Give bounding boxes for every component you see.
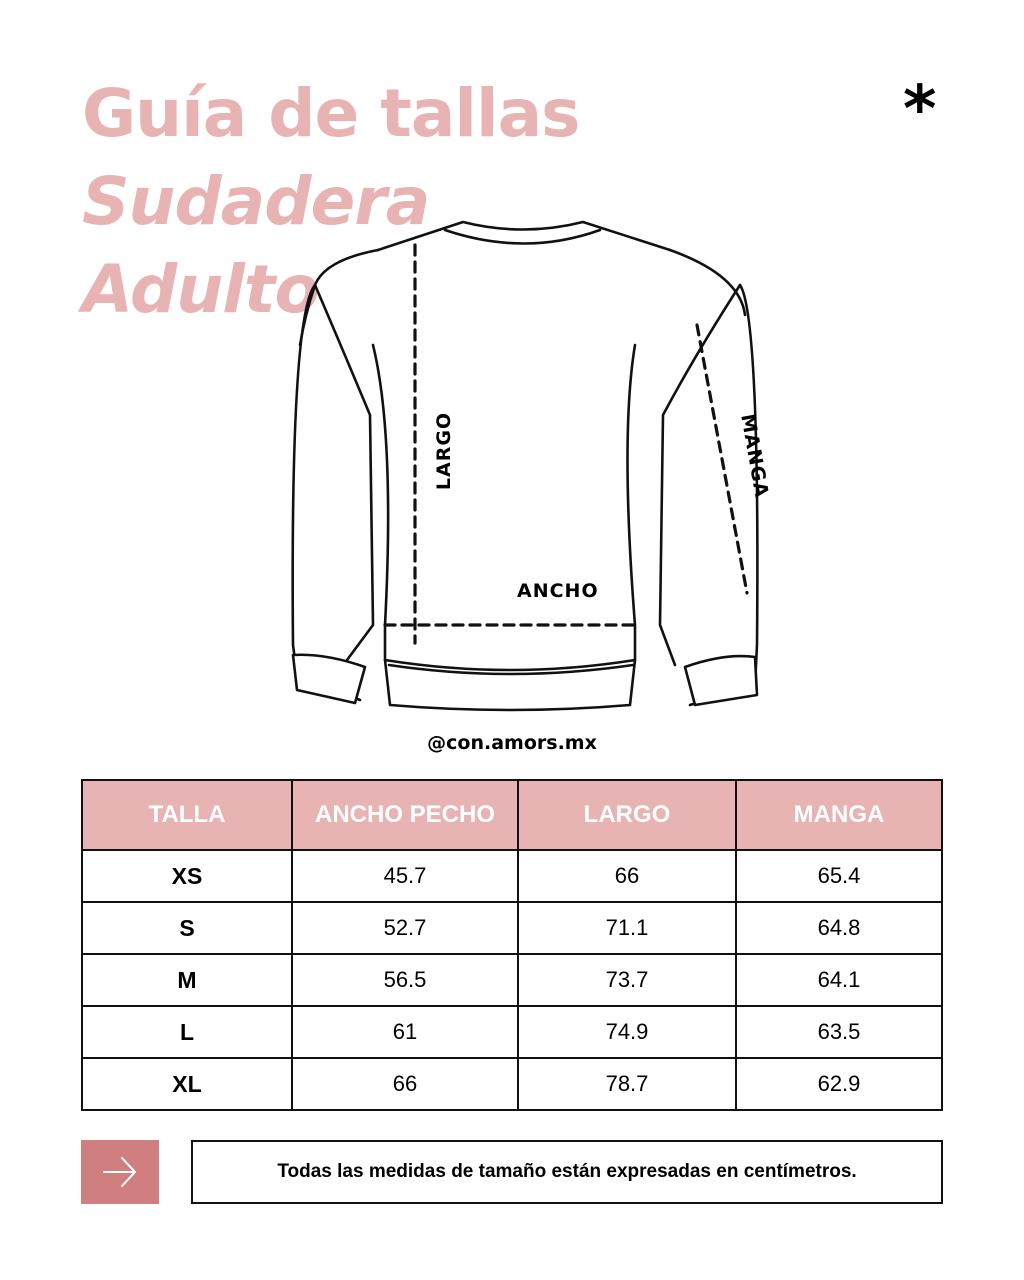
cell-ancho-pecho: 52.7: [292, 902, 518, 954]
collar-outer: [378, 222, 670, 250]
right-cuff: [685, 656, 757, 705]
cell-largo: 74.9: [518, 1006, 736, 1058]
table-row: [82, 954, 942, 1006]
column-header-manga: MANGA: [736, 780, 942, 850]
collar-inner: [445, 230, 600, 244]
table-row: [82, 902, 942, 954]
size-table: [81, 779, 943, 1111]
arrow-box: [81, 1140, 159, 1204]
body-right: [670, 250, 745, 315]
table-row: [82, 1006, 942, 1058]
cell-ancho-pecho: 45.7: [292, 850, 518, 902]
cell-ancho-pecho: 66: [292, 1058, 518, 1110]
cell-largo: 73.7: [518, 954, 736, 1006]
title-line-2: Sudadera: [82, 163, 430, 240]
title-line-1: Guía de tallas: [82, 75, 580, 152]
body-side-right: [628, 345, 636, 660]
body-left: [300, 250, 378, 345]
cell-talla: XL: [82, 1058, 292, 1110]
manga-dashed-line: [697, 325, 747, 593]
largo-label: LARGO: [433, 411, 456, 491]
left-cuff: [293, 655, 365, 703]
table-row: [82, 850, 942, 902]
table-row: [82, 1058, 942, 1110]
column-header-largo: LARGO: [518, 780, 736, 850]
cell-manga: 63.5: [736, 1006, 942, 1058]
left-sleeve-inner: [315, 285, 373, 660]
table-header-row: [82, 780, 942, 850]
arrow-right-icon: [100, 1152, 140, 1192]
collar-outline: [395, 219, 515, 240]
cell-largo: 66: [518, 850, 736, 902]
cell-manga: 65.4: [736, 850, 942, 902]
sweater-diagram: [285, 205, 765, 725]
cell-ancho-pecho: 61: [292, 1006, 518, 1058]
column-header-ancho-pecho: ANCHO PECHO: [292, 780, 518, 850]
cell-talla: S: [82, 902, 292, 954]
cell-largo: 71.1: [518, 902, 736, 954]
cell-ancho-pecho: 56.5: [292, 954, 518, 1006]
social-handle: @con.amors.mx: [427, 732, 597, 754]
units-note: Todas las medidas de tamaño están expresadas en centímetros.: [191, 1140, 943, 1204]
title-line-3: Adulto: [82, 251, 319, 328]
body-side-left: [373, 345, 388, 660]
cell-talla: L: [82, 1006, 292, 1058]
cell-talla: XS: [82, 850, 292, 902]
column-header-talla: TALLA: [82, 780, 292, 850]
ancho-label: ANCHO: [517, 580, 599, 602]
waistband: [385, 660, 635, 710]
cell-manga: 62.9: [736, 1058, 942, 1110]
cell-manga: 64.1: [736, 954, 942, 1006]
cell-largo: 78.7: [518, 1058, 736, 1110]
cell-manga: 64.8: [736, 902, 942, 954]
asterisk-icon: *: [903, 73, 937, 147]
manga-label: MANGA: [736, 412, 773, 500]
left-sleeve-outer: [293, 285, 360, 700]
cell-talla: M: [82, 954, 292, 1006]
